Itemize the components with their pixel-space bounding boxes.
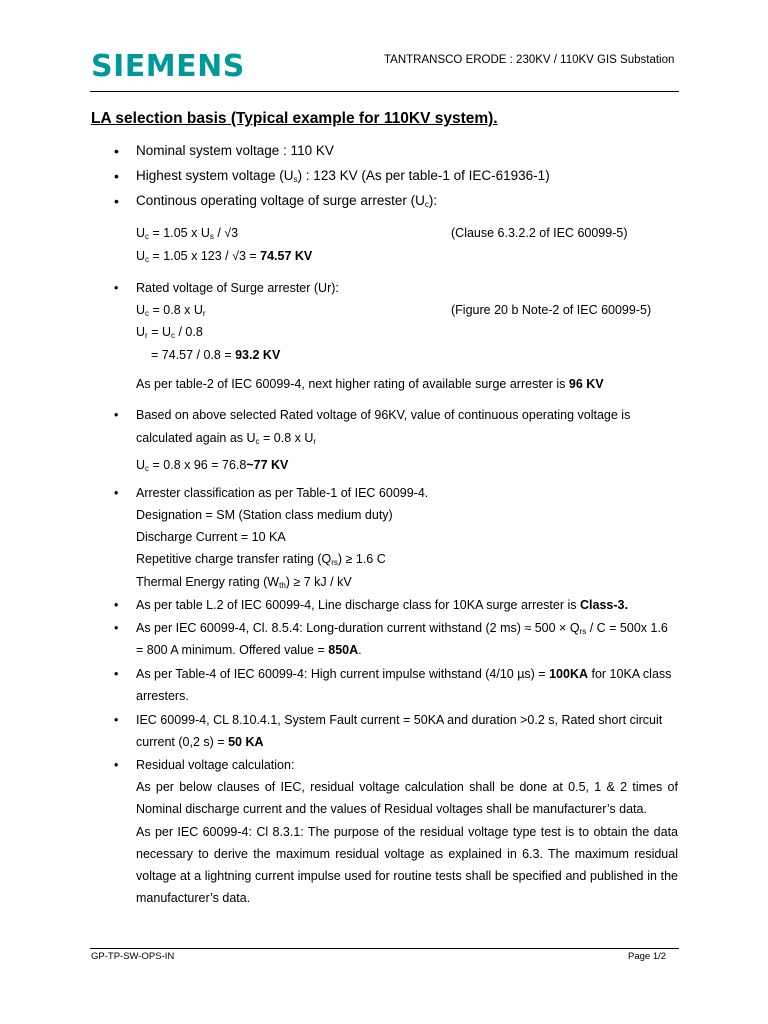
next-rating-text: As per table-2 of IEC 60099-4, next higher rating of available surge arrester is 96 KV [136,377,604,391]
bullet-icon: • [114,758,119,772]
uc-ur-ref: (Figure 20 b Note-2 of IEC 60099-5) [451,303,652,317]
residual-heading: Residual voltage calculation: [136,758,295,772]
bullet-icon: • [114,143,119,159]
residual-para-1-line-2: Nominal discharge current and the values of Residual voltages shall be manufacturer’s data. [136,802,647,816]
based-line-1: Based on above selected Rated voltage of 96KV, value of continuous operating voltage is [136,408,631,422]
residual-para-1-line-1: As per below clauses of IEC, residual voltage calculation shall be done at 0.5, 1 & 2 times of [136,780,678,794]
thermal-energy-text: Thermal Energy rating $(W_{th}) \ge 7$ kJ / kV [136,575,352,590]
high-current-line-2: arresters. [136,689,189,703]
long-duration-line-2: = 800 A minimum. Offered value = 850A. [136,643,362,657]
designation-text: Designation = SM (Station class medium duty) [136,508,393,522]
line-discharge-text: As per table L.2 of IEC 60099-4, Line discharge class for 10KA surge arrester is Class-3. [136,598,628,612]
footer-divider [90,948,679,949]
residual-para-2-line-1: As per IEC 60099-4: Cl 8.3.1: The purpose of the residual voltage type test is to obtain the data [136,825,678,839]
highest-voltage-item: Highest system voltage $(U_s)$ : 123 KV (As per table-1 of IEC-61936-1) [136,168,550,184]
project-title: TANTRANSCO ERODE : 230KV / 110KV GIS Substation [384,54,675,66]
based-line-2: calculated again as $U_c = 0.8$ x $U_r$ [136,431,317,446]
uc-96-calc: $U_c = 0.8$ x 96 = 76.8~77 KV [136,458,289,473]
fault-current-line-1: IEC 60099-4, CL 8.10.4.1, System Fault current = 50KA and duration >0.2 s, Rated short circuit [136,713,663,727]
classification-heading: Arrester classification as per Table-1 of IEC 60099-4. [136,486,429,500]
high-current-line-1: As per Table-4 of IEC 60099-4: High current impulse withstand (4/10 µs) = 100KA for 10KA class [136,667,672,681]
bullet-icon: • [114,408,119,422]
uc-ur-formula: $U_c = 0.8$ x $U_r$ [136,303,206,318]
bullet-icon: • [114,168,119,184]
page-title: LA selection basis (Typical example for 110KV system). [91,110,498,127]
bullet-icon: • [114,281,119,295]
uc-formula-1: $U_c = 1.05$ x $U_s / √3$ [136,226,239,241]
ur-calculation: = 74.57 / 0.8 = 93.2 KV [151,348,281,362]
cov-item: Continous operating voltage of surge arrester $(U_c)$: [136,193,438,209]
siemens-logo: SIEMENS [91,49,245,84]
ur-equation: $U_r = U_c / 0.8$ [136,325,203,340]
footer-doc-code: GP-TP-SW-OPS-IN [91,951,175,962]
residual-para-2-line-4: manufacturer’s data. [136,891,251,905]
rated-voltage-heading: Rated voltage of Surge arrester (Ur): [136,281,339,295]
repetitive-charge-text: Repetitive charge transfer rating $(Q_{rs}) \ge 1.6$ C [136,552,386,567]
bullet-icon: • [114,713,119,727]
bullet-icon: • [114,667,119,681]
footer-page-number: Page 1/2 [628,951,667,962]
nominal-voltage-item: Nominal system voltage : 110 KV [136,143,334,158]
uc-formula-2: $U_c = 1.05$ x 123 / √3 = 74.57 KV [136,249,313,264]
long-duration-line-1: As per IEC 60099-4, Cl. 8.5.4: Long-duration current withstand (2 $ms) \approx 500 \times Q_{rs} / C = 500x$ 1.6 [136,621,668,636]
uc-clause-ref: (Clause 6.3.2.2 of IEC 60099-5) [451,226,628,240]
bullet-icon: • [114,598,119,612]
discharge-current-text: Discharge Current = 10 KA [136,530,286,544]
bullet-icon: • [114,486,119,500]
bullet-icon: • [114,621,119,635]
header-divider [90,91,679,92]
residual-para-2-line-2: necessary to derive the maximum residual voltage as explained in 6.3. The maximum residual [136,847,678,861]
bullet-icon: • [114,193,119,209]
residual-para-2-line-3: voltage at a lightning current impulse used for routine tests shall be specified and published in the [136,869,678,883]
fault-current-line-2: current (0,2 s) = 50 KA [136,735,264,749]
